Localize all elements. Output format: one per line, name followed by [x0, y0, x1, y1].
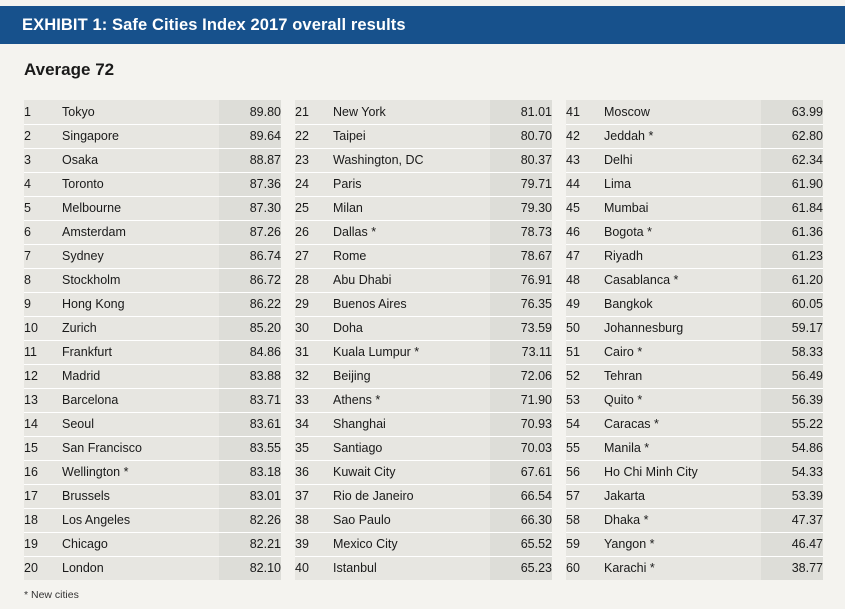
- rank-cell: 2: [24, 124, 62, 148]
- score-cell: 55.22: [761, 412, 823, 436]
- page-title: EXHIBIT 1: Safe Cities Index 2017 overall results: [22, 15, 406, 34]
- table-row: [24, 268, 281, 292]
- rank-cell: 20: [24, 556, 62, 580]
- city-cell: Manila *: [604, 436, 761, 460]
- table-row: [295, 124, 552, 148]
- city-cell: Brussels: [62, 484, 219, 508]
- city-cell: Moscow: [604, 100, 761, 124]
- score-cell: 61.23: [761, 244, 823, 268]
- score-cell: 61.36: [761, 220, 823, 244]
- rank-cell: 58: [566, 508, 604, 532]
- score-cell: 67.61: [490, 460, 552, 484]
- rankings-body-3: [566, 100, 823, 580]
- score-cell: 85.20: [219, 316, 281, 340]
- rank-cell: 1: [24, 100, 62, 124]
- city-cell: Lima: [604, 172, 761, 196]
- city-cell: Madrid: [62, 364, 219, 388]
- rank-cell: 32: [295, 364, 333, 388]
- city-cell: New York: [333, 100, 490, 124]
- rank-cell: 54: [566, 412, 604, 436]
- rankings-table-3: [566, 100, 823, 580]
- rank-cell: 35: [295, 436, 333, 460]
- score-cell: 61.20: [761, 268, 823, 292]
- rank-cell: 40: [295, 556, 333, 580]
- score-cell: 76.35: [490, 292, 552, 316]
- table-row: [566, 556, 823, 580]
- table-row: [566, 484, 823, 508]
- score-cell: 89.80: [219, 100, 281, 124]
- rankings-column-2: [295, 100, 552, 580]
- score-cell: 59.17: [761, 316, 823, 340]
- table-row: [24, 220, 281, 244]
- table-row: [566, 100, 823, 124]
- rank-cell: 36: [295, 460, 333, 484]
- city-cell: Yangon *: [604, 532, 761, 556]
- table-row: [295, 532, 552, 556]
- rank-cell: 25: [295, 196, 333, 220]
- table-row: [566, 340, 823, 364]
- rank-cell: 41: [566, 100, 604, 124]
- rank-cell: 21: [295, 100, 333, 124]
- score-cell: 65.52: [490, 532, 552, 556]
- rank-cell: 16: [24, 460, 62, 484]
- table-row: [24, 460, 281, 484]
- table-row: [24, 556, 281, 580]
- rank-cell: 10: [24, 316, 62, 340]
- rank-cell: 26: [295, 220, 333, 244]
- score-cell: 54.33: [761, 460, 823, 484]
- rank-cell: 57: [566, 484, 604, 508]
- table-row: [566, 268, 823, 292]
- rank-cell: 60: [566, 556, 604, 580]
- rank-cell: 37: [295, 484, 333, 508]
- city-cell: San Francisco: [62, 436, 219, 460]
- city-cell: Melbourne: [62, 196, 219, 220]
- city-cell: Sydney: [62, 244, 219, 268]
- score-cell: 73.59: [490, 316, 552, 340]
- rank-cell: 45: [566, 196, 604, 220]
- rank-cell: 51: [566, 340, 604, 364]
- score-cell: 80.37: [490, 148, 552, 172]
- table-row: [24, 196, 281, 220]
- city-cell: Chicago: [62, 532, 219, 556]
- table-row: [566, 532, 823, 556]
- table-row: [566, 124, 823, 148]
- rankings-body-1: [24, 100, 281, 580]
- city-cell: Washington, DC: [333, 148, 490, 172]
- score-cell: 53.39: [761, 484, 823, 508]
- table-row: [295, 100, 552, 124]
- table-row: [566, 292, 823, 316]
- score-cell: 60.05: [761, 292, 823, 316]
- score-cell: 54.86: [761, 436, 823, 460]
- city-cell: Kuwait City: [333, 460, 490, 484]
- score-cell: 82.26: [219, 508, 281, 532]
- rank-cell: 9: [24, 292, 62, 316]
- rank-cell: 11: [24, 340, 62, 364]
- rank-cell: 34: [295, 412, 333, 436]
- city-cell: Amsterdam: [62, 220, 219, 244]
- table-row: [566, 388, 823, 412]
- rank-cell: 7: [24, 244, 62, 268]
- table-row: [24, 148, 281, 172]
- rank-cell: 52: [566, 364, 604, 388]
- city-cell: Osaka: [62, 148, 219, 172]
- table-row: [295, 364, 552, 388]
- score-cell: 62.34: [761, 148, 823, 172]
- city-cell: Rome: [333, 244, 490, 268]
- table-row: [566, 460, 823, 484]
- city-cell: Quito *: [604, 388, 761, 412]
- score-cell: 76.91: [490, 268, 552, 292]
- average-label: Average 72: [24, 60, 115, 79]
- score-cell: 70.93: [490, 412, 552, 436]
- table-row: [24, 412, 281, 436]
- table-row: [24, 436, 281, 460]
- city-cell: Bogota *: [604, 220, 761, 244]
- table-row: [566, 508, 823, 532]
- rank-cell: 43: [566, 148, 604, 172]
- city-cell: Seoul: [62, 412, 219, 436]
- table-row: [295, 196, 552, 220]
- score-cell: 61.84: [761, 196, 823, 220]
- city-cell: Rio de Janeiro: [333, 484, 490, 508]
- city-cell: Jakarta: [604, 484, 761, 508]
- score-cell: 83.55: [219, 436, 281, 460]
- score-cell: 47.37: [761, 508, 823, 532]
- score-cell: 71.90: [490, 388, 552, 412]
- score-cell: 83.88: [219, 364, 281, 388]
- table-row: [566, 172, 823, 196]
- score-cell: 87.26: [219, 220, 281, 244]
- score-cell: 83.18: [219, 460, 281, 484]
- city-cell: Karachi *: [604, 556, 761, 580]
- table-row: [24, 532, 281, 556]
- rankings-table-1: [24, 100, 281, 580]
- score-cell: 86.72: [219, 268, 281, 292]
- table-row: [24, 484, 281, 508]
- table-row: [295, 316, 552, 340]
- rank-cell: 28: [295, 268, 333, 292]
- city-cell: Bangkok: [604, 292, 761, 316]
- table-row: [295, 268, 552, 292]
- score-cell: 66.30: [490, 508, 552, 532]
- score-cell: 83.61: [219, 412, 281, 436]
- city-cell: Zurich: [62, 316, 219, 340]
- table-row: [295, 220, 552, 244]
- table-row: [566, 220, 823, 244]
- rank-cell: 38: [295, 508, 333, 532]
- rank-cell: 49: [566, 292, 604, 316]
- score-cell: 86.74: [219, 244, 281, 268]
- table-row: [295, 340, 552, 364]
- score-cell: 70.03: [490, 436, 552, 460]
- rank-cell: 5: [24, 196, 62, 220]
- score-cell: 38.77: [761, 556, 823, 580]
- table-row: [566, 316, 823, 340]
- rank-cell: 55: [566, 436, 604, 460]
- table-row: [24, 292, 281, 316]
- city-cell: Milan: [333, 196, 490, 220]
- score-cell: 78.73: [490, 220, 552, 244]
- city-cell: Johannesburg: [604, 316, 761, 340]
- city-cell: Ho Chi Minh City: [604, 460, 761, 484]
- rank-cell: 44: [566, 172, 604, 196]
- rankings-body-2: [295, 100, 552, 580]
- table-row: [295, 436, 552, 460]
- table-row: [24, 172, 281, 196]
- table-row: [295, 412, 552, 436]
- rank-cell: 4: [24, 172, 62, 196]
- table-row: [24, 364, 281, 388]
- city-cell: Kuala Lumpur *: [333, 340, 490, 364]
- rank-cell: 3: [24, 148, 62, 172]
- rank-cell: 13: [24, 388, 62, 412]
- city-cell: Riyadh: [604, 244, 761, 268]
- rank-cell: 33: [295, 388, 333, 412]
- score-cell: 79.71: [490, 172, 552, 196]
- rank-cell: 19: [24, 532, 62, 556]
- city-cell: Singapore: [62, 124, 219, 148]
- score-cell: 82.10: [219, 556, 281, 580]
- table-row: [295, 388, 552, 412]
- score-cell: 87.30: [219, 196, 281, 220]
- rank-cell: 47: [566, 244, 604, 268]
- exhibit-title-bar: [0, 6, 845, 44]
- city-cell: Jeddah *: [604, 124, 761, 148]
- rank-cell: 17: [24, 484, 62, 508]
- rank-cell: 42: [566, 124, 604, 148]
- score-cell: 83.01: [219, 484, 281, 508]
- score-cell: 83.71: [219, 388, 281, 412]
- city-cell: Los Angeles: [62, 508, 219, 532]
- city-cell: Doha: [333, 316, 490, 340]
- table-row: [24, 388, 281, 412]
- rank-cell: 56: [566, 460, 604, 484]
- table-row: [24, 508, 281, 532]
- rank-cell: 12: [24, 364, 62, 388]
- score-cell: 66.54: [490, 484, 552, 508]
- rank-cell: 30: [295, 316, 333, 340]
- rank-cell: 15: [24, 436, 62, 460]
- city-cell: Santiago: [333, 436, 490, 460]
- rank-cell: 39: [295, 532, 333, 556]
- score-cell: 79.30: [490, 196, 552, 220]
- table-row: [566, 412, 823, 436]
- rank-cell: 22: [295, 124, 333, 148]
- score-cell: 87.36: [219, 172, 281, 196]
- rank-cell: 8: [24, 268, 62, 292]
- table-row: [566, 148, 823, 172]
- score-cell: 62.80: [761, 124, 823, 148]
- rank-cell: 27: [295, 244, 333, 268]
- score-cell: 84.86: [219, 340, 281, 364]
- score-cell: 56.39: [761, 388, 823, 412]
- score-cell: 78.67: [490, 244, 552, 268]
- city-cell: Tehran: [604, 364, 761, 388]
- table-row: [566, 364, 823, 388]
- city-cell: Frankfurt: [62, 340, 219, 364]
- city-cell: Wellington *: [62, 460, 219, 484]
- table-row: [24, 316, 281, 340]
- table-row: [24, 244, 281, 268]
- rank-cell: 18: [24, 508, 62, 532]
- rank-cell: 50: [566, 316, 604, 340]
- score-cell: 82.21: [219, 532, 281, 556]
- city-cell: Mumbai: [604, 196, 761, 220]
- table-row: [295, 292, 552, 316]
- table-row: [295, 508, 552, 532]
- score-cell: 56.49: [761, 364, 823, 388]
- rank-cell: 46: [566, 220, 604, 244]
- rank-cell: 29: [295, 292, 333, 316]
- city-cell: Dallas *: [333, 220, 490, 244]
- rankings-table-2: [295, 100, 552, 580]
- table-row: [24, 100, 281, 124]
- city-cell: Mexico City: [333, 532, 490, 556]
- footnote: * New cities: [24, 589, 79, 601]
- score-cell: 86.22: [219, 292, 281, 316]
- table-row: [295, 244, 552, 268]
- city-cell: Casablanca *: [604, 268, 761, 292]
- score-cell: 89.64: [219, 124, 281, 148]
- city-cell: Caracas *: [604, 412, 761, 436]
- city-cell: Athens *: [333, 388, 490, 412]
- table-row: [566, 436, 823, 460]
- city-cell: Toronto: [62, 172, 219, 196]
- rankings-column-3: [566, 100, 823, 580]
- city-cell: Shanghai: [333, 412, 490, 436]
- city-cell: Taipei: [333, 124, 490, 148]
- score-cell: 63.99: [761, 100, 823, 124]
- city-cell: London: [62, 556, 219, 580]
- table-row: [295, 148, 552, 172]
- city-cell: Abu Dhabi: [333, 268, 490, 292]
- rank-cell: 14: [24, 412, 62, 436]
- rank-cell: 48: [566, 268, 604, 292]
- score-cell: 81.01: [490, 100, 552, 124]
- city-cell: Tokyo: [62, 100, 219, 124]
- table-row: [24, 124, 281, 148]
- table-row: [566, 196, 823, 220]
- rank-cell: 23: [295, 148, 333, 172]
- score-cell: 46.47: [761, 532, 823, 556]
- rank-cell: 31: [295, 340, 333, 364]
- rank-cell: 24: [295, 172, 333, 196]
- rankings-column-1: [24, 100, 281, 580]
- city-cell: Cairo *: [604, 340, 761, 364]
- score-cell: 73.11: [490, 340, 552, 364]
- rank-cell: 59: [566, 532, 604, 556]
- city-cell: Dhaka *: [604, 508, 761, 532]
- table-row: [24, 340, 281, 364]
- city-cell: Barcelona: [62, 388, 219, 412]
- rankings-columns: [24, 100, 824, 580]
- score-cell: 72.06: [490, 364, 552, 388]
- table-row: [566, 244, 823, 268]
- score-cell: 61.90: [761, 172, 823, 196]
- score-cell: 65.23: [490, 556, 552, 580]
- city-cell: Istanbul: [333, 556, 490, 580]
- city-cell: Sao Paulo: [333, 508, 490, 532]
- table-row: [295, 484, 552, 508]
- rank-cell: 6: [24, 220, 62, 244]
- score-cell: 80.70: [490, 124, 552, 148]
- table-row: [295, 556, 552, 580]
- city-cell: Stockholm: [62, 268, 219, 292]
- table-row: [295, 460, 552, 484]
- score-cell: 88.87: [219, 148, 281, 172]
- rank-cell: 53: [566, 388, 604, 412]
- city-cell: Delhi: [604, 148, 761, 172]
- city-cell: Buenos Aires: [333, 292, 490, 316]
- table-row: [295, 172, 552, 196]
- city-cell: Hong Kong: [62, 292, 219, 316]
- city-cell: Beijing: [333, 364, 490, 388]
- city-cell: Paris: [333, 172, 490, 196]
- score-cell: 58.33: [761, 340, 823, 364]
